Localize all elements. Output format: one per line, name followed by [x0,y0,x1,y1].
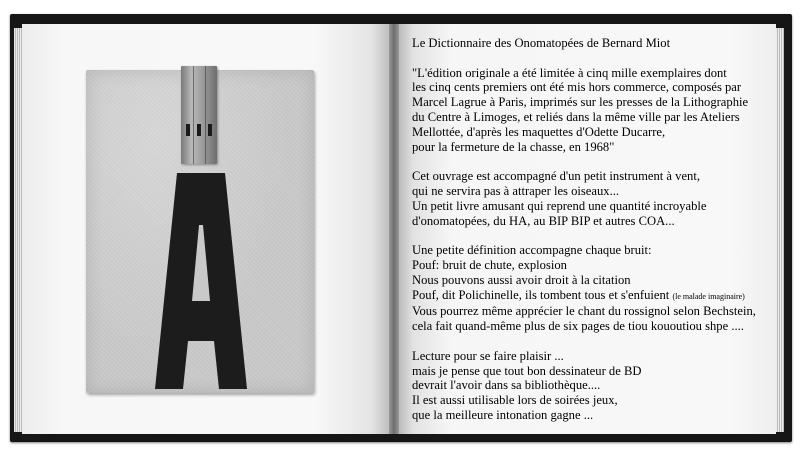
whistle-icon [181,66,217,164]
text-line: qui ne servira pas à attraper les oiseaux... [412,183,620,198]
text-line: devrait l'avoir dans sa bibliothèque.... [412,378,601,393]
letter-a-glyph [155,173,247,389]
text-line: mais je pense que tout bon dessinateur de BD [412,363,642,378]
text-line: du Centre à Limoges, et reliés dans la même ville par les Ateliers [412,109,740,124]
text-line: cela fait quand-même plus de six pages de tiou kououtiou shpe .... [412,319,744,334]
text-line: Nous pouvons aussi avoir droit à la citation [412,272,631,287]
text-line: Une petite définition accompagne chaque bruit: [412,243,652,258]
text-line: Mellottée, d'après les maquettes d'Odette Ducarre, [412,124,666,139]
text-line: Cet ouvrage est accompagné d'un petit instrument à vent, [412,169,700,184]
text-line: "L'édition originale a été limitée à cinq mille exemplaires dont [412,65,727,80]
citation-text: Pouf, dit Polichinelle, ils tombent tous et s'enfuient [412,287,670,302]
text-line: que la meilleure intonation gagne ... [412,407,594,422]
citation-line [412,288,772,305]
text-line: Lecture pour se faire plaisir ... [412,348,564,363]
text-line: d'onomatopées, du HA, au BIP BIP et autres COA... [412,213,675,228]
booklet-photo [86,70,314,393]
citation-source: (le malade imaginaire) [672,291,745,301]
text-line: Un petit livre amusant qui reprend une quantité incroyable [412,198,707,213]
description-text [412,36,772,423]
text-line: Pouf: bruit de chute, explosion [412,257,567,272]
book-title: Le Dictionnaire des Onomatopées de Bernard Miot [412,36,671,50]
left-page-edges [14,28,22,432]
book-spine [389,24,399,434]
text-line: pour la fermeture de la chasse, en 1968" [412,139,615,154]
text-line: Il est aussi utilisable lors de soirées jeux, [412,393,618,408]
text-line: les cinq cents premiers ont été mis hors commerce, composés par [412,80,742,95]
text-line: Vous pourrez même apprécier le chant du rossignol selon Bechstein, [412,304,756,319]
right-page-edges [776,28,784,432]
text-line: Marcel Lagrue à Paris, imprimés sur les presses de la Lithographie [412,95,749,110]
